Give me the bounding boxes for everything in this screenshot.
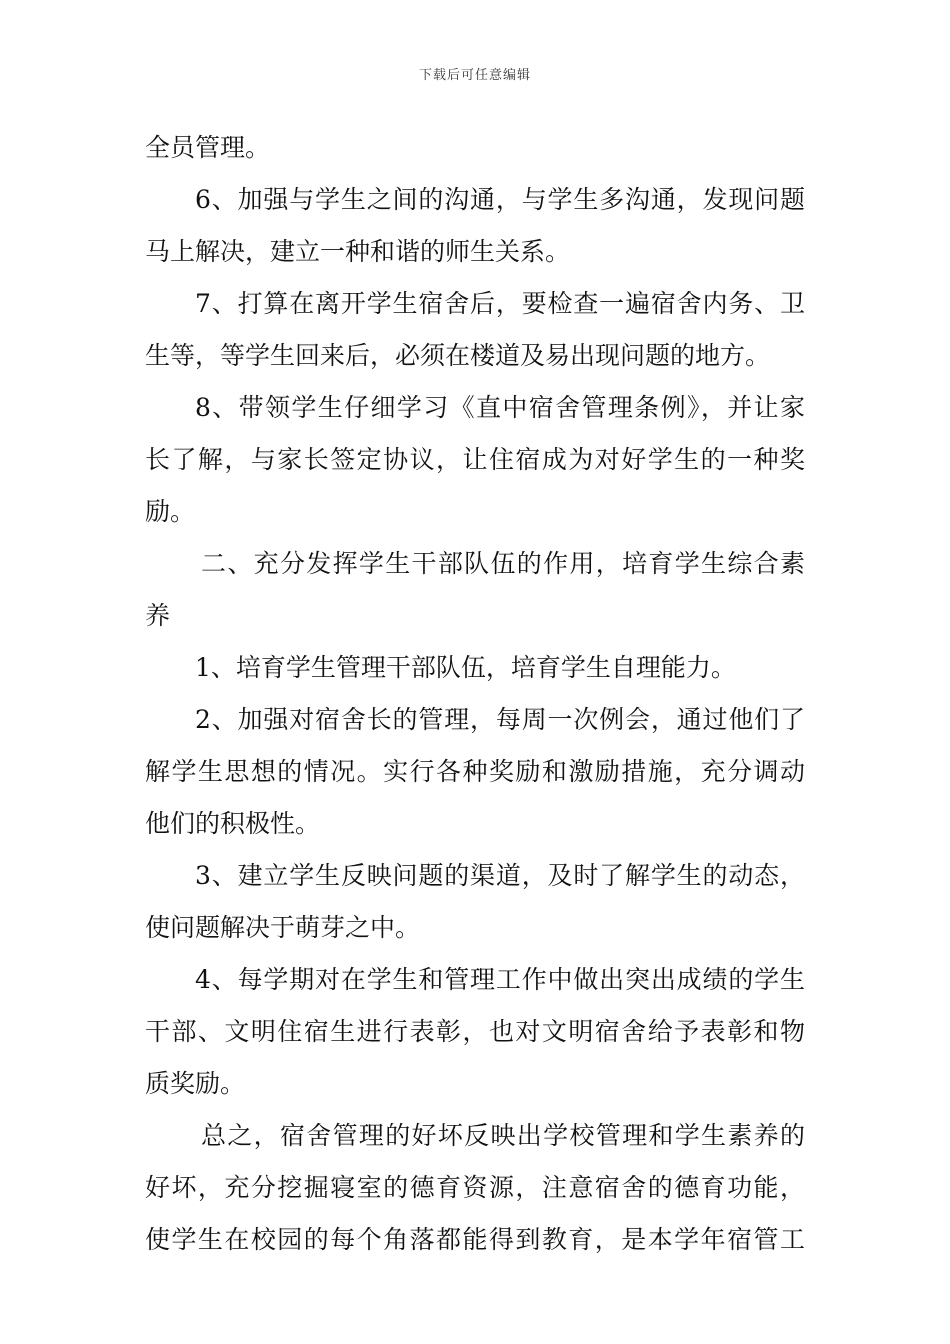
text-line: 全员管理。	[145, 133, 271, 162]
text-line: 马上解决，建立一种和谐的师生关系。	[145, 237, 571, 266]
text-line: 总之，宿舍管理的好坏反映出学校管理和学生素养的	[201, 1121, 805, 1150]
text-line: 质奖励。	[145, 1069, 246, 1098]
text-line: 8、带领学生仔细学习《直中宿舍管理条例》，并让家	[195, 393, 805, 422]
text-line: 生等，等学生回来后，必须在楼道及易出现问题的地方。	[145, 341, 771, 370]
text-line: 6、加强与学生之间的沟通，与学生多沟通，发现问题	[195, 185, 805, 214]
text-line: 3、建立学生反映问题的渠道，及时了解学生的动态，	[195, 861, 805, 890]
text-line: 1、培育学生管理干部队伍，培育学生自理能力。	[195, 653, 736, 682]
text-line: 他们的积极性。	[145, 809, 321, 838]
text-line: 励。	[145, 497, 196, 526]
text-line: 使学生在校园的每个角落都能得到教育，是本学年宿管工	[145, 1225, 805, 1254]
text-line: 7、打算在离开学生宿舍后，要检查一遍宿舍内务、卫	[195, 289, 805, 318]
page-header-note: 下载后可任意编辑	[418, 68, 531, 83]
section-heading-line: 养	[145, 601, 171, 630]
document-body	[145, 122, 805, 1266]
text-line: 4、每学期对在学生和管理工作中做出突出成绩的学生	[195, 965, 805, 994]
section-heading-line: 二、充分发挥学生干部队伍的作用，培育学生综合素	[201, 549, 805, 578]
text-line: 好坏，充分挖掘寝室的德育资源，注意宿舍的德育功能，	[145, 1173, 805, 1202]
text-line: 长了解，与家长签定协议，让住宿成为对好学生的一种奖	[145, 445, 805, 474]
text-line: 解学生思想的情况。实行各种奖励和激励措施，充分调动	[145, 757, 805, 786]
text-line: 干部、文明住宿生进行表彰，也对文明宿舍给予表彰和物	[145, 1017, 805, 1046]
text-line: 2、加强对宿舍长的管理，每周一次例会，通过他们了	[195, 705, 805, 734]
text-line: 使问题解决于萌芽之中。	[145, 913, 421, 942]
